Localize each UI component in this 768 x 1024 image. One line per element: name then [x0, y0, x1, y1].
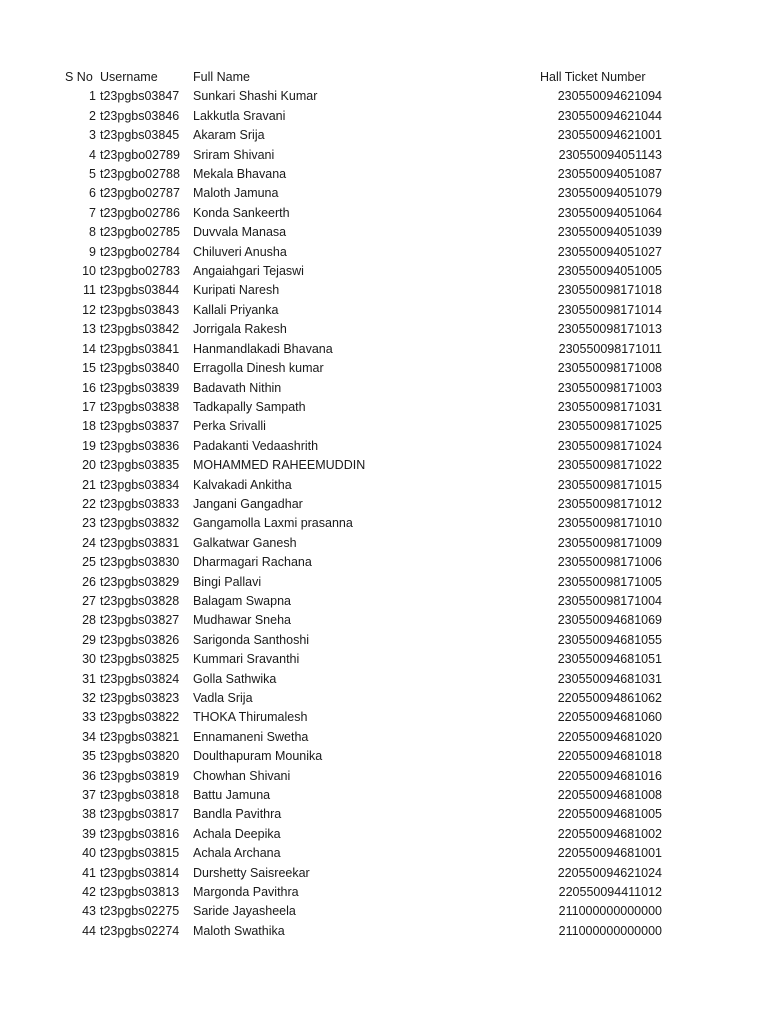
cell-username: t23pgbo02785	[100, 225, 180, 240]
table-row	[0, 107, 768, 126]
cell-sno: 44	[82, 923, 96, 938]
cell-hall-ticket: 230550098171004	[557, 593, 662, 608]
cell-full-name: Battu Jamuna	[193, 788, 271, 803]
table-row	[0, 670, 768, 689]
cell-hall-ticket: 230550098171031	[557, 399, 662, 414]
cell-hall-ticket: 230550094681069	[557, 613, 662, 628]
table-row	[0, 825, 768, 844]
cell-username: t23pgbs02275	[100, 904, 180, 919]
cell-full-name: Bingi Pallavi	[193, 574, 262, 589]
cell-username: t23pgbo02783	[100, 264, 180, 279]
cell-hall-ticket: 230550098171009	[557, 535, 662, 550]
cell-username: t23pgbs03844	[100, 283, 180, 298]
cell-hall-ticket: 230550094681055	[557, 632, 662, 647]
cell-full-name: Jangani Gangadhar	[193, 496, 303, 511]
cell-hall-ticket: 220550094681016	[557, 768, 662, 783]
cell-sno: 13	[82, 322, 96, 337]
cell-sno: 4	[89, 147, 96, 162]
cell-hall-ticket: 230550094051027	[557, 244, 662, 259]
cell-sno: 22	[82, 496, 96, 511]
table-row	[0, 146, 768, 165]
cell-full-name: Saride Jayasheela	[193, 904, 296, 919]
cell-sno: 38	[82, 807, 96, 822]
cell-username: t23pgbs03846	[100, 108, 180, 123]
cell-username: t23pgbs03842	[100, 322, 180, 337]
cell-username: t23pgbs03820	[100, 749, 180, 764]
cell-username: t23pgbs03828	[100, 593, 180, 608]
cell-username: t23pgbs03822	[100, 710, 180, 725]
table-row	[0, 650, 768, 669]
cell-hall-ticket: 230550098171012	[557, 496, 662, 511]
table-row	[0, 223, 768, 242]
cell-username: t23pgbo02789	[100, 147, 180, 162]
cell-full-name: Sarigonda Santhoshi	[193, 632, 310, 647]
cell-hall-ticket: 230550098171011	[558, 341, 662, 356]
cell-full-name: Achala Deepika	[193, 826, 281, 841]
cell-full-name: Perka Srivalli	[193, 419, 266, 434]
table-row	[0, 126, 768, 145]
cell-sno: 9	[89, 244, 96, 259]
table-row	[0, 786, 768, 805]
cell-full-name: Durshetty Saisreekar	[193, 865, 310, 880]
cell-full-name: Hanmandlakadi Bhavana	[193, 341, 333, 356]
table-row	[0, 728, 768, 747]
cell-sno: 23	[82, 516, 96, 531]
cell-full-name: Vadla Srija	[193, 691, 253, 705]
cell-hall-ticket: 220550094681018	[557, 749, 662, 764]
cell-full-name: Chowhan Shivani	[193, 768, 291, 783]
cell-sno: 19	[82, 438, 96, 453]
cell-full-name: Sunkari Shashi Kumar	[193, 89, 318, 104]
cell-hall-ticket: 230550098171024	[557, 438, 662, 453]
student-table	[0, 68, 768, 941]
table-row	[0, 417, 768, 436]
cell-username: t23pgbs03835	[100, 458, 180, 473]
table-row	[0, 631, 768, 650]
cell-sno: 28	[82, 613, 96, 628]
cell-full-name: Padakanti Vedaashrith	[193, 438, 319, 453]
cell-hall-ticket: 211000000000000	[558, 904, 662, 919]
cell-sno: 35	[82, 749, 96, 764]
table-row	[0, 456, 768, 475]
cell-username: t23pgbs03830	[100, 555, 180, 570]
table-row	[0, 592, 768, 611]
table-row	[0, 320, 768, 339]
header-sno: S No	[65, 70, 93, 84]
cell-hall-ticket: 220550094681005	[557, 807, 662, 822]
cell-hall-ticket: 220550094681001	[557, 846, 662, 861]
cell-full-name: Erragolla Dinesh kumar	[193, 361, 324, 376]
cell-username: t23pgbs03817	[100, 807, 180, 822]
cell-hall-ticket: 230550094621044	[557, 108, 662, 123]
cell-hall-ticket: 211000000000000	[558, 923, 662, 938]
table-body	[0, 87, 768, 941]
cell-full-name: Bandla Pavithra	[193, 807, 282, 822]
cell-hall-ticket: 230550094051087	[557, 167, 662, 182]
cell-sno: 7	[89, 205, 96, 220]
table-row	[0, 864, 768, 883]
cell-hall-ticket: 230550098171025	[557, 419, 662, 434]
cell-full-name: Kummari Sravanthi	[193, 652, 300, 667]
cell-username: t23pgbs03816	[100, 826, 180, 841]
table-row	[0, 87, 768, 106]
cell-full-name: Golla Sathwika	[193, 671, 277, 686]
cell-username: t23pgbs03834	[100, 477, 180, 492]
cell-username: t23pgbs03821	[100, 729, 180, 744]
cell-username: t23pgbs03814	[100, 865, 180, 880]
cell-full-name: Chiluveri Anusha	[193, 244, 287, 259]
cell-hall-ticket: 230550098171015	[557, 477, 662, 492]
cell-username: t23pgbs03838	[100, 399, 180, 414]
cell-sno: 26	[82, 574, 96, 589]
cell-full-name: Akaram Srija	[193, 128, 265, 143]
cell-username: t23pgbs03831	[100, 535, 180, 550]
cell-sno: 37	[82, 788, 96, 803]
cell-sno: 41	[82, 865, 96, 880]
table-row	[0, 767, 768, 786]
cell-sno: 25	[82, 555, 96, 570]
cell-hall-ticket: 230550094051039	[557, 225, 662, 240]
cell-hall-ticket: 220550094681008	[557, 788, 662, 803]
cell-hall-ticket: 220550094681060	[557, 710, 662, 725]
cell-sno: 8	[89, 225, 96, 240]
cell-username: t23pgbs03827	[100, 613, 180, 628]
cell-hall-ticket: 220550094861062	[557, 691, 662, 705]
cell-username: t23pgbs03837	[100, 419, 180, 434]
cell-hall-ticket: 230550098171008	[557, 361, 662, 376]
cell-full-name: Mekala Bhavana	[193, 167, 287, 182]
table-row	[0, 379, 768, 398]
table-row	[0, 573, 768, 592]
cell-full-name: Tadkapally Sampath	[193, 399, 306, 414]
cell-sno: 18	[82, 419, 96, 434]
cell-username: t23pgbs03823	[100, 691, 180, 705]
cell-hall-ticket: 220550094621024	[557, 865, 662, 880]
cell-sno: 30	[82, 652, 96, 667]
table-row	[0, 184, 768, 203]
cell-hall-ticket: 230550098171003	[557, 380, 662, 395]
cell-username: t23pgbs03819	[100, 768, 180, 783]
table-row	[0, 514, 768, 533]
cell-full-name: Maloth Jamuna	[193, 186, 279, 201]
cell-hall-ticket: 220550094681020	[557, 729, 662, 744]
cell-full-name: Margonda Pavithra	[193, 885, 299, 900]
cell-full-name: Ennamaneni Swetha	[193, 729, 309, 744]
cell-hall-ticket: 230550098171006	[557, 555, 662, 570]
cell-hall-ticket: 230550094621001	[557, 128, 662, 143]
cell-full-name: Kalvakadi Ankitha	[193, 477, 292, 492]
cell-username: t23pgbs03840	[100, 361, 180, 376]
cell-sno: 33	[82, 710, 96, 725]
table-row	[0, 243, 768, 262]
cell-sno: 2	[89, 108, 96, 123]
cell-username: t23pgbs03836	[100, 438, 180, 453]
table-row	[0, 281, 768, 300]
cell-full-name: Mudhawar Sneha	[193, 613, 291, 628]
table-row	[0, 611, 768, 630]
cell-hall-ticket: 230550094681051	[557, 652, 662, 667]
cell-username: t23pgbs03847	[100, 89, 180, 104]
cell-username: t23pgbs03833	[100, 496, 180, 511]
table-row	[0, 689, 768, 708]
cell-hall-ticket: 230550098171010	[557, 516, 662, 531]
cell-sno: 10	[82, 264, 96, 279]
cell-username: t23pgbs03843	[100, 302, 180, 317]
table-row	[0, 165, 768, 184]
table-header-row	[0, 68, 768, 87]
cell-full-name: Doulthapuram Mounika	[193, 749, 323, 764]
cell-sno: 3	[89, 128, 96, 143]
cell-username: t23pgbo02788	[100, 167, 180, 182]
header-hall-ticket: Hall Ticket Number	[540, 70, 646, 84]
cell-full-name: Lakkutla Sravani	[193, 108, 286, 123]
cell-username: t23pgbs03824	[100, 671, 180, 686]
cell-sno: 32	[82, 691, 96, 705]
cell-full-name: Duvvala Manasa	[193, 225, 287, 240]
cell-hall-ticket: 230550098171018	[557, 283, 662, 298]
cell-hall-ticket: 230550098171005	[557, 574, 662, 589]
cell-username: t23pgbo02786	[100, 205, 180, 220]
cell-sno: 31	[82, 671, 96, 686]
cell-username: t23pgbs03825	[100, 652, 180, 667]
cell-full-name: Badavath Nithin	[193, 380, 282, 395]
cell-username: t23pgbs03832	[100, 516, 180, 531]
cell-hall-ticket: 230550094051064	[557, 205, 662, 220]
cell-full-name: Angaiahgari Tejaswi	[193, 264, 304, 279]
cell-hall-ticket: 220550094681002	[557, 826, 662, 841]
cell-full-name: Jorrigala Rakesh	[193, 322, 287, 337]
cell-sno: 43	[82, 904, 96, 919]
table-row	[0, 398, 768, 417]
cell-full-name: Konda Sankeerth	[193, 205, 290, 220]
cell-hall-ticket: 230550098171013	[557, 322, 662, 337]
cell-hall-ticket: 220550094411012	[558, 885, 662, 900]
cell-full-name: Dharmagari Rachana	[193, 555, 312, 570]
cell-sno: 5	[89, 167, 96, 182]
cell-sno: 16	[82, 380, 96, 395]
cell-hall-ticket: 230550094051079	[557, 186, 662, 201]
cell-sno: 1	[89, 89, 96, 104]
cell-hall-ticket: 230550098171014	[557, 302, 662, 317]
cell-sno: 12	[82, 302, 96, 317]
table-row	[0, 495, 768, 514]
cell-username: t23pgbs03826	[100, 632, 180, 647]
table-row	[0, 359, 768, 378]
cell-username: t23pgbs03818	[100, 788, 180, 803]
cell-hall-ticket: 230550098171022	[557, 458, 662, 473]
cell-username: t23pgbs03845	[100, 128, 180, 143]
cell-sno: 20	[82, 458, 96, 473]
cell-full-name: Galkatwar Ganesh	[193, 535, 297, 550]
cell-sno: 42	[82, 885, 96, 900]
cell-sno: 11	[83, 283, 96, 298]
table-row	[0, 902, 768, 921]
cell-username: t23pgbo02787	[100, 186, 180, 201]
cell-hall-ticket: 230550094621094	[557, 89, 662, 104]
cell-full-name: THOKA Thirumalesh	[193, 710, 308, 725]
header-full-name: Full Name	[193, 70, 250, 84]
table-row	[0, 805, 768, 824]
table-row	[0, 922, 768, 941]
cell-sno: 6	[89, 186, 96, 201]
table-row	[0, 883, 768, 902]
table-row	[0, 476, 768, 495]
cell-username: t23pgbs03829	[100, 574, 180, 589]
cell-full-name: MOHAMMED RAHEEMUDDIN	[193, 458, 366, 473]
cell-hall-ticket: 230550094051005	[557, 264, 662, 279]
table-row	[0, 747, 768, 766]
cell-sno: 14	[82, 341, 96, 356]
cell-sno: 27	[82, 593, 96, 608]
table-row	[0, 340, 768, 359]
table-row	[0, 553, 768, 572]
cell-username: t23pgbs03815	[100, 846, 180, 861]
table-row	[0, 262, 768, 281]
cell-sno: 39	[82, 826, 96, 841]
cell-full-name: Gangamolla Laxmi prasanna	[193, 516, 353, 531]
header-username: Username	[100, 70, 158, 84]
cell-full-name: Maloth Swathika	[193, 923, 285, 938]
cell-username: t23pgbs03841	[100, 341, 180, 356]
cell-hall-ticket: 230550094051143	[558, 147, 662, 162]
cell-username: t23pgbs02274	[100, 923, 180, 938]
cell-full-name: Sriram Shivani	[193, 147, 275, 162]
table-row	[0, 437, 768, 456]
table-row	[0, 301, 768, 320]
cell-full-name: Kuripati Naresh	[193, 283, 280, 298]
cell-full-name: Kallali Priyanka	[193, 302, 279, 317]
cell-full-name: Achala Archana	[193, 846, 281, 861]
cell-sno: 17	[82, 399, 96, 414]
cell-sno: 15	[82, 361, 96, 376]
cell-sno: 36	[82, 768, 96, 783]
table-row	[0, 204, 768, 223]
cell-sno: 21	[82, 477, 96, 492]
cell-username: t23pgbo02784	[100, 244, 180, 259]
table-row	[0, 708, 768, 727]
cell-hall-ticket: 230550094681031	[557, 671, 662, 686]
table-row	[0, 534, 768, 553]
cell-sno: 29	[82, 632, 96, 647]
cell-username: t23pgbs03813	[100, 885, 180, 900]
cell-sno: 34	[82, 729, 96, 744]
cell-full-name: Balagam Swapna	[193, 593, 291, 608]
cell-username: t23pgbs03839	[100, 380, 180, 395]
cell-sno: 24	[82, 535, 96, 550]
cell-sno: 40	[82, 846, 96, 861]
table-row	[0, 844, 768, 863]
